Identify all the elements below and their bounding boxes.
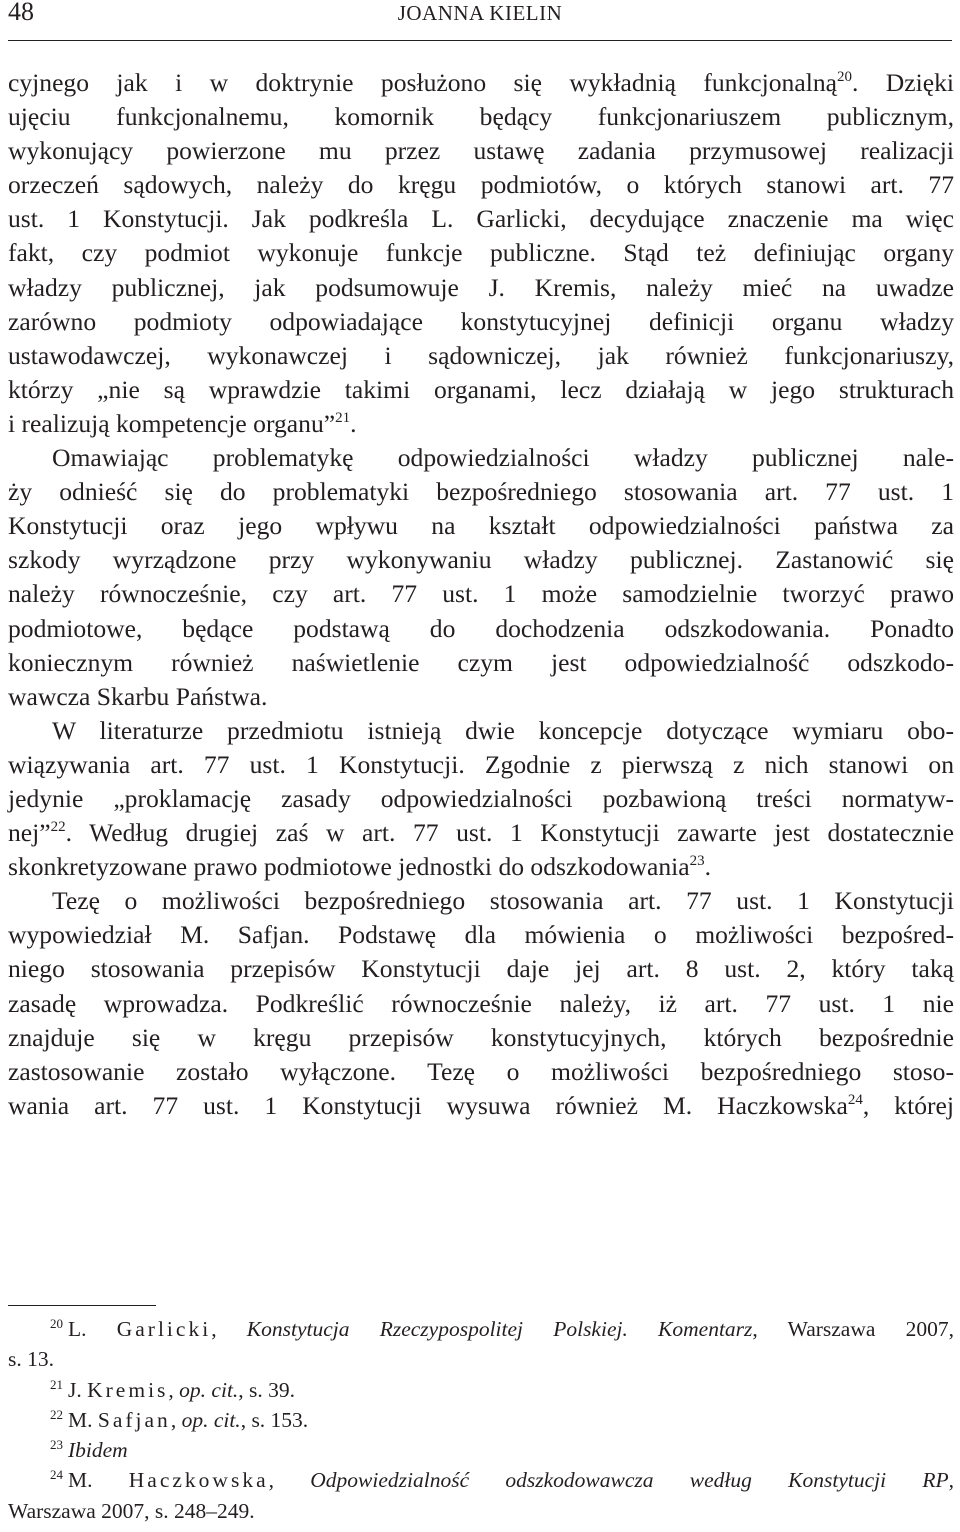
text-line	[8, 1021, 954, 1055]
footnote-number: 21	[50, 1376, 63, 1392]
footnote-title: Odpowiedzialność odszkodowawcza według Konstytucji RP	[310, 1468, 949, 1493]
footnote-author: Garlicki	[116, 1317, 212, 1341]
line-text: Tezę o możliwości bezpośredniego stosowania art. 77 ust. 1 Konstytucji	[52, 886, 954, 916]
text-line	[8, 373, 954, 407]
text-line	[8, 168, 954, 202]
footnote-reference: 22	[50, 819, 66, 836]
text-line	[8, 305, 954, 339]
footnote-title: Konstytucja Rzeczypospolitej Polskiej. Komentarz	[246, 1317, 753, 1341]
footnote	[8, 1314, 954, 1344]
text-line	[8, 748, 954, 782]
line-text: zasadę wprowadza. Podkreślić równocześnie należy, iż art. 77 ust. 1 nie	[8, 988, 954, 1018]
text-line	[8, 612, 954, 646]
footnote-number: 20	[50, 1316, 63, 1331]
line-text: ży odnieść się do problematyki bezpośredniego stosowania art. 77 ust. 1	[8, 477, 954, 507]
line-text: jedynie „proklamację zasady odpowiedzialności pozbawioną treści normatyw-	[8, 783, 954, 813]
line-text: ujęciu funkcjonalnemu, komornik będący funkcjonariuszem publicznym,	[8, 102, 954, 132]
footnote-title: Ibidem	[68, 1438, 128, 1463]
footnote-author: Kremis	[87, 1377, 169, 1402]
line-text: którzy „nie są wprawdzie takimi organami, lecz działają w jego strukturach	[8, 374, 954, 404]
footnote-author: Haczkowska	[128, 1468, 269, 1493]
line-text: ustawodawczej, wykonawczej i sądowniczej, jak również funkcjonariuszy,	[8, 340, 954, 370]
text-line	[8, 918, 954, 952]
line-text: wawcza Skarbu Państwa.	[8, 681, 268, 711]
text-line	[8, 714, 954, 748]
text-line	[8, 782, 954, 816]
line-text: nej”	[8, 818, 51, 848]
text-line	[8, 850, 954, 884]
text-line	[8, 441, 954, 475]
line-text: i realizują kompetencje organu”	[8, 408, 336, 438]
text-line	[8, 816, 954, 850]
line-text: cyjnego jak i w doktrynie posłużono się wykładnią funkcjonalną	[8, 68, 837, 97]
footnotes	[8, 1314, 954, 1526]
line-text: Konstytucji oraz jego wpływu na kształt odpowiedzialności państwa za	[8, 511, 954, 541]
footnote-separator: ,	[268, 1468, 311, 1493]
text-line	[8, 543, 954, 577]
text-line	[8, 680, 954, 714]
footnote-author-initial: L.	[68, 1317, 87, 1341]
footnote-details: , Warszawa 2007,	[752, 1317, 954, 1341]
text-line	[8, 884, 954, 918]
line-text-after: . Według drugiej zaś w art. 77 ust. 1 Konstytucji zawarte jest dostatecznie	[65, 818, 954, 848]
line-text: wypowiedział M. Safjan. Podstawę dla mówienia o możliwości bezpośred-	[8, 920, 954, 950]
line-text: należy równocześnie, czy art. 77 ust. 1 może samodzielnie tworzyć prawo	[8, 579, 954, 609]
footnote-continuation: s. 13.	[8, 1347, 54, 1372]
footnote-details: , s. 153.	[240, 1407, 309, 1432]
line-text-after: .	[704, 852, 712, 882]
text-line	[8, 271, 954, 305]
footnote-rule	[8, 1305, 156, 1306]
footnote-number: 23	[50, 1437, 63, 1453]
footnote	[8, 1405, 954, 1435]
text-line	[8, 134, 954, 168]
body-text	[8, 66, 954, 1123]
line-text: podmiotowe, będące podstawą do dochodzenia odszkodowania. Ponadto	[8, 613, 954, 643]
line-text: W literaturze przedmiotu istnieją dwie koncepcje dotyczące wymiaru obo-	[52, 715, 954, 745]
text-line	[8, 236, 954, 270]
line-text: zarówno podmioty odpowiadające konstytucyjnej definicji organu władzy	[8, 306, 954, 336]
footnote-separator: ,	[211, 1317, 247, 1341]
line-text: Omawiając problematykę odpowiedzialności władzy publicznej nale-	[52, 443, 954, 473]
footnote-author-initial: M.	[68, 1468, 93, 1493]
footnote-author-initial: M.	[68, 1407, 93, 1432]
footnote-reference: 23	[689, 853, 705, 870]
footnote-separator: ,	[168, 1377, 180, 1402]
footnote-reference: 21	[335, 409, 351, 426]
footnote-continuation: Warszawa 2007, s. 248–249.	[8, 1498, 255, 1523]
line-text: koniecznym również naświetlenie czym jest odpowiedzialność odszkodo-	[8, 647, 954, 677]
line-text-after: , której	[862, 1090, 954, 1120]
text-line	[8, 577, 954, 611]
line-text-after: .	[350, 408, 357, 438]
footnote-number: 22	[50, 1406, 63, 1422]
line-text: władzy publicznej, jak podsumowuje J. Kremis, należy mieć na uwadze	[8, 272, 954, 302]
line-text: skonkretyzowane prawo podmiotowe jednostki do odszkodowania	[8, 852, 690, 882]
line-text: orzeczeń sądowych, należy do kręgu podmiotów, o których stanowi art. 77	[8, 170, 954, 200]
footnote-reference: 20	[836, 69, 852, 85]
line-text: niego stosowania przepisów Konstytucji daje jej art. 8 ust. 2, który taką	[8, 954, 954, 984]
text-line	[8, 100, 954, 134]
text-line	[8, 202, 954, 236]
line-text: znajduje się w kręgu przepisów konstytucyjnych, których bezpośrednie	[8, 1022, 954, 1052]
footnote-author-initial: J.	[68, 1377, 82, 1402]
footnote-author: Safjan	[97, 1407, 171, 1432]
text-line	[8, 952, 954, 986]
footnote-details: ,	[948, 1468, 955, 1493]
line-text: fakt, czy podmiot wykonuje funkcje publiczne. Stąd też definiując organy	[8, 238, 954, 268]
footnote-number: 24	[50, 1467, 63, 1483]
footnote-title: op. cit.	[179, 1377, 239, 1402]
text-line	[8, 1089, 954, 1123]
text-line	[8, 66, 954, 100]
text-line	[8, 339, 954, 373]
text-line	[8, 1055, 954, 1089]
footnote	[8, 1375, 954, 1405]
line-text-after: . Dzięki	[851, 68, 954, 97]
footnote-title: op. cit.	[181, 1407, 241, 1432]
footnote-details: , s. 39.	[238, 1377, 296, 1402]
text-line	[8, 407, 954, 441]
line-text: wykonujący powierzone mu przez ustawę zadania przymusowej realizacji	[8, 136, 954, 166]
text-line	[8, 987, 954, 1021]
line-text: ust. 1 Konstytucji. Jak podkreśla L. Garlicki, decydujące znaczenie ma więc	[8, 204, 954, 234]
footnote-reference: 24	[847, 1091, 863, 1108]
footnote	[8, 1465, 954, 1495]
footnote	[8, 1435, 954, 1465]
text-line	[8, 646, 954, 680]
header-rule	[8, 40, 952, 41]
running-head: JOANNA KIELIN	[397, 1, 563, 25]
line-text: zastosowanie zostało wyłączone. Tezę o możliwości bezpośredniego stoso-	[8, 1056, 954, 1086]
line-text: szkody wyrządzone przy wykonywaniu władzy publicznej. Zastanowić się	[8, 545, 954, 575]
page-number: 48	[8, 0, 34, 26]
line-text: wiązywania art. 77 ust. 1 Konstytucji. Zgodnie z pierwszą z nich stanowi on	[8, 749, 954, 779]
line-text: wania art. 77 ust. 1 Konstytucji wysuwa również M. Haczkowska	[8, 1090, 848, 1120]
text-line	[8, 509, 954, 543]
footnote-separator: ,	[170, 1407, 182, 1432]
text-line	[8, 475, 954, 509]
